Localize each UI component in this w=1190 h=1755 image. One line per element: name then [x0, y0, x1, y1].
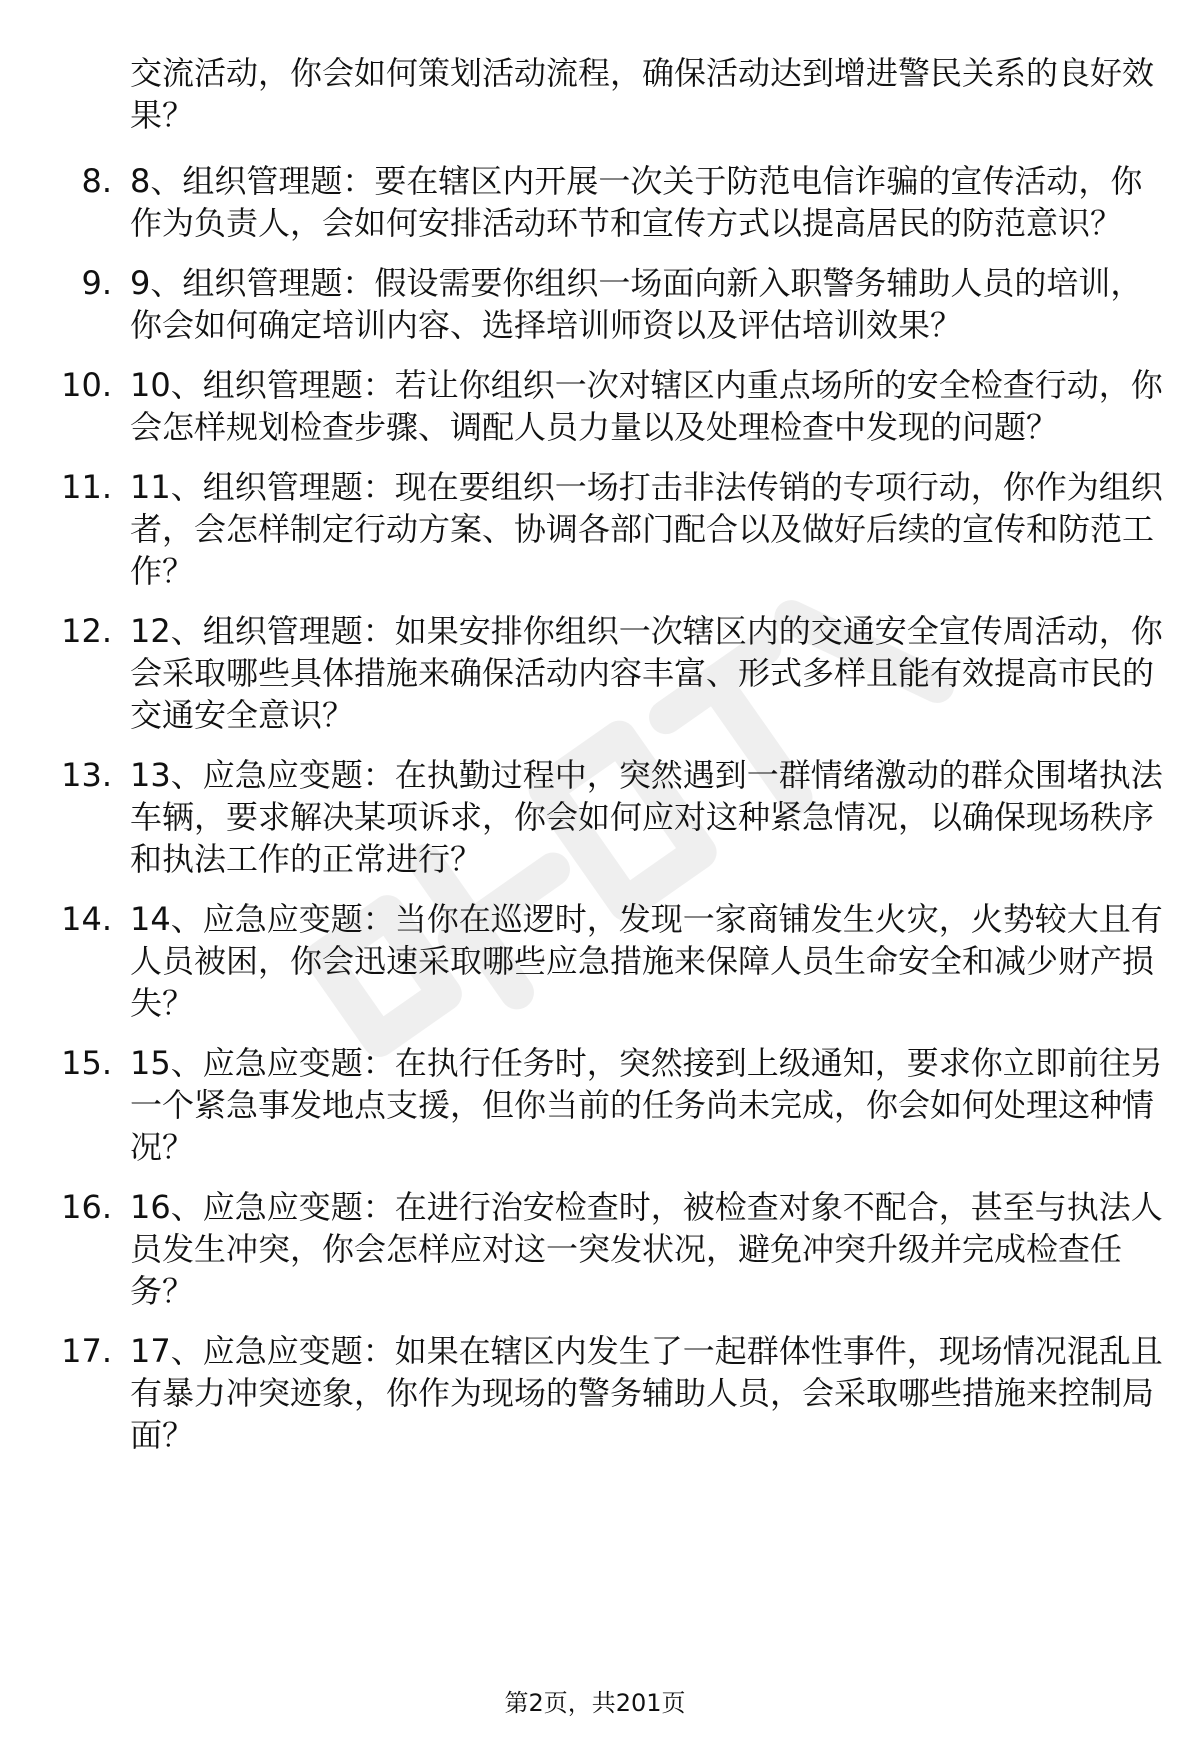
list-number: 17.	[61, 1332, 112, 1370]
page-footer: 第2页，共201页	[504, 1689, 686, 1717]
list-number: 12.	[61, 612, 112, 650]
list-item	[0, 754, 1190, 880]
list-item	[0, 898, 1190, 1024]
list-item	[0, 262, 1190, 346]
list-item	[0, 466, 1190, 592]
question-text: 11、组织管理题：现在要组织一场打击非法传销的专项行动，你作为组织者，会怎样制定行动方案、协调各部门配合以及做好后续的宣传和防范工作？	[130, 468, 1163, 590]
list-number: 13.	[61, 756, 112, 794]
list-item	[0, 1186, 1190, 1312]
question-text: 12、组织管理题：如果安排你组织一次辖区内的交通安全宣传周活动，你会采取哪些具体措施来确保活动内容丰富、形式多样且能有效提高市民的交通安全意识？	[130, 612, 1163, 734]
continued-question-text: 交流活动，你会如何策划活动流程，确保活动达到增进警民关系的良好效果？	[130, 54, 1155, 134]
list-item	[0, 364, 1190, 448]
list-number: 11.	[61, 468, 112, 506]
list-item	[0, 1042, 1190, 1168]
question-text: 15、应急应变题：在执行任务时，突然接到上级通知，要求你立即前往另一个紧急事发地点支援，但你当前的任务尚未完成，你会如何处理这种情况？	[130, 1044, 1163, 1166]
question-text: 16、应急应变题：在进行治安检查时，被检查对象不配合，甚至与执法人员发生冲突，你会怎样应对这一突发状况，避免冲突升级并完成检查任务？	[130, 1188, 1163, 1310]
list-number: 8.	[81, 162, 112, 200]
list-number: 10.	[61, 366, 112, 404]
list-number: 16.	[61, 1188, 112, 1226]
question-text: 14、应急应变题：当你在巡逻时，发现一家商铺发生火灾，火势较大且有人员被困，你会迅速采取哪些应急措施来保障人员生命安全和减少财产损失？	[130, 900, 1163, 1022]
question-text: 17、应急应变题：如果在辖区内发生了一起群体性事件，现场情况混乱且有暴力冲突迹象，你作为现场的警务辅助人员，会采取哪些措施来控制局面？	[130, 1332, 1163, 1454]
question-text: 8、组织管理题：要在辖区内开展一次关于防范电信诈骗的宣传活动，你作为负责人，会如何安排活动环节和宣传方式以提高居民的防范意识？	[130, 162, 1143, 242]
list-number: 15.	[61, 1044, 112, 1082]
question-text: 13、应急应变题：在执勤过程中，突然遇到一群情绪激动的群众围堵执法车辆，要求解决某项诉求，你会如何应对这种紧急情况，以确保现场秩序和执法工作的正常进行？	[130, 756, 1163, 878]
list-number: 14.	[61, 900, 112, 938]
list-number: 9.	[81, 264, 112, 302]
question-list	[0, 160, 1190, 1456]
question-text: 9、组织管理题：假设需要你组织一场面向新入职警务辅助人员的培训，你会如何确定培训内容、选择培训师资以及评估培训效果？	[130, 264, 1143, 344]
list-item	[0, 610, 1190, 736]
list-item	[0, 1330, 1190, 1456]
list-item	[0, 160, 1190, 244]
question-text: 10、组织管理题：若让你组织一次对辖区内重点场所的安全检查行动，你会怎样规划检查步骤、调配人员力量以及处理检查中发现的问题？	[130, 366, 1163, 446]
